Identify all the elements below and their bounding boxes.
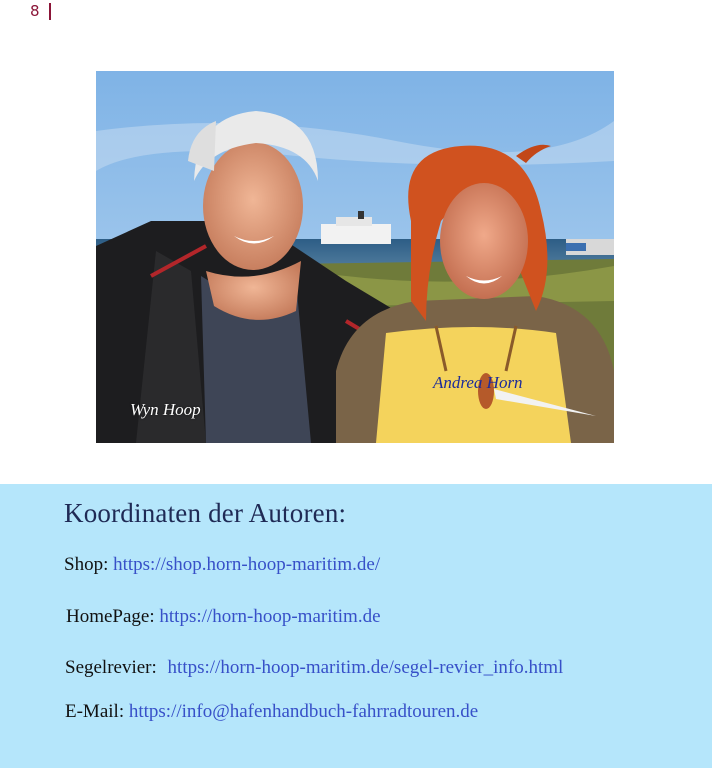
author-contact-box <box>0 484 712 768</box>
segelrevier-label: Segelrevier: <box>65 657 157 678</box>
email-label: E-Mail: <box>65 701 125 722</box>
segelrevier-link[interactable]: https://horn-hoop-maritim.de/segel-revier_info.html <box>167 657 564 678</box>
contact-heading: Koordinaten der Autoren: <box>64 498 347 528</box>
authors-photo <box>96 71 614 443</box>
page-number: 8 <box>30 2 40 20</box>
shop-link[interactable]: https://shop.horn-hoop-maritim.de/ <box>113 554 381 575</box>
email-link[interactable]: https://info@hafenhandbuch-fahrradtouren.de <box>128 701 479 722</box>
shop-label: Shop: <box>64 554 109 575</box>
shop-row <box>64 554 380 576</box>
caption-andrea-horn: Andrea Horn <box>433 373 523 392</box>
email-row <box>65 701 478 723</box>
page-number-divider <box>49 3 51 20</box>
caption-wyn-hoop: Wyn Hoop <box>130 400 201 419</box>
homepage-link[interactable]: https://horn-hoop-maritim.de <box>159 606 381 627</box>
homepage-label: HomePage: <box>66 606 155 627</box>
segelrevier-row <box>65 657 563 679</box>
homepage-row <box>66 606 381 628</box>
